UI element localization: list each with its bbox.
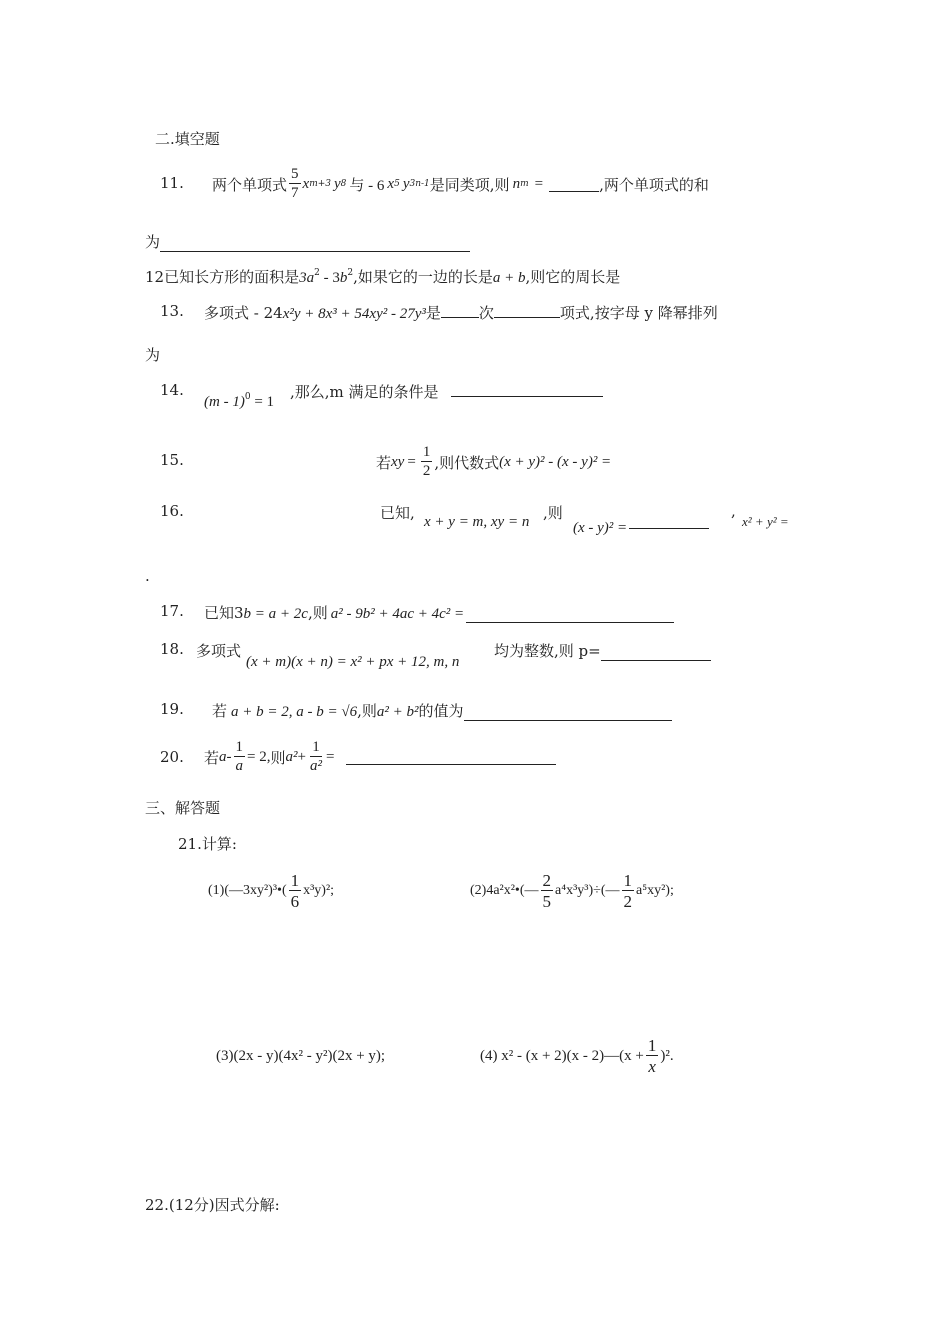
q20-frac2-den: a² <box>309 758 322 774</box>
q15-pre: 若 <box>376 453 392 472</box>
q11-pre: 两个单项式 <box>212 175 288 194</box>
q12-mid: ,如果它的一边的长是 <box>353 268 493 286</box>
q22-heading: 22.(12分)因式分解: <box>145 1196 280 1214</box>
q11-exp2: 8 <box>340 179 347 189</box>
q20-eq2: = <box>325 748 335 765</box>
q19-pre: 若 <box>212 702 228 720</box>
q13-degree-blank[interactable] <box>441 303 479 318</box>
q15-frac-den: 2 <box>422 463 431 479</box>
q18-number: 18. <box>160 640 184 658</box>
q13-line <box>204 302 718 323</box>
q20-number: 20. <box>160 748 184 766</box>
q21-p2-frac2-den: 2 <box>623 892 632 911</box>
q20-a2: a² <box>285 748 298 765</box>
q20-plus: + <box>297 748 306 765</box>
q11-answer-blank[interactable] <box>549 177 599 192</box>
q13-pre: 多项式 - 24 <box>204 304 283 322</box>
q14-eq: = 1 <box>250 394 275 410</box>
q17-cond: b = a + 2c <box>243 606 308 622</box>
q19-answer-blank[interactable] <box>464 706 672 721</box>
q18-post: 均为整数,则 p= <box>494 642 601 660</box>
q11-eq: = <box>534 175 544 192</box>
q15-mid: ,则代数式 <box>434 453 500 472</box>
section-heading-fill-blank: 二.填空题 <box>155 130 220 148</box>
q11-line2 <box>145 231 470 252</box>
q11-frac-den: 7 <box>291 185 299 201</box>
q11-y: y <box>334 175 341 192</box>
q16-cond-text: x + y = m, xy = n <box>424 514 530 530</box>
q19-expr: a² + b² <box>376 704 419 720</box>
q19-cond: a + b = 2, a - b = √6 <box>231 704 358 720</box>
q15-expr: (x + y)² - (x - y)² = <box>499 453 612 470</box>
q21-p3: (3)(2x - y)(4x² - y²)(2x + y); <box>216 1047 386 1064</box>
q14-post: ,那么,m 满足的条件是 <box>290 383 439 401</box>
q17-number: 17. <box>160 602 184 620</box>
q12-post: ,则它的周长是 <box>525 268 621 286</box>
q20-answer-blank[interactable] <box>346 750 556 765</box>
q11-x2: x <box>387 175 395 192</box>
q12-minus: - 3 <box>319 270 340 286</box>
q21-p1-pre: (1)(—3xy²)³•( <box>208 883 287 898</box>
q12-exp1: 2 <box>314 268 320 278</box>
q18-post-group <box>494 640 711 661</box>
q21-p1-frac-den: 6 <box>290 892 300 911</box>
q11-n: n <box>512 175 521 192</box>
q11-y2: y <box>402 175 410 192</box>
q16-pre: 已知, <box>380 504 415 522</box>
q21-title: 21.计算: <box>178 835 237 853</box>
q20-eq1: = 2, <box>247 748 271 765</box>
q20-fraction2 <box>308 740 324 774</box>
q21-p1-fraction <box>289 872 302 910</box>
q11-sum-blank[interactable] <box>160 237 470 252</box>
q12-expr2: b <box>339 270 348 286</box>
q13-poly: x²y + 8x³ + 54xy² - 27y³ <box>282 306 426 322</box>
q11-x: x <box>302 175 310 192</box>
q14-answer-blank[interactable] <box>451 382 603 397</box>
q20-a: a <box>219 748 227 765</box>
q15-line <box>376 440 611 484</box>
q21-p2-frac2-num: 1 <box>623 871 632 890</box>
q20-pre: 若 <box>204 748 220 767</box>
q21-part4 <box>480 1030 674 1082</box>
q21-p2-fraction1 <box>541 872 554 910</box>
q21-part3 <box>216 1036 385 1076</box>
q11-exp5: m <box>520 179 529 189</box>
q14-number: 14. <box>160 381 184 399</box>
q16-expr2-group <box>742 514 789 530</box>
q16-expr1: (x - y)² = <box>573 520 628 536</box>
q19-post: 的值为 <box>418 702 464 720</box>
q14-exp: 0 <box>244 392 251 402</box>
q21-p4-pre: (4) x² - (x + 2)(x - 2)—(x + <box>480 1047 644 1064</box>
q12-exp2: 2 <box>347 268 354 278</box>
q13-mid1: 是 <box>425 304 441 322</box>
q18-answer-blank[interactable] <box>601 646 711 661</box>
q13-mid3: 项式,按字母 y 降幂排列 <box>559 304 718 322</box>
q20-fraction1 <box>234 740 246 774</box>
q20-line <box>204 735 556 779</box>
q20-frac2-num: 1 <box>312 739 320 755</box>
q21-p4-frac-num: 1 <box>647 1036 657 1055</box>
q21-p2-fraction2 <box>622 872 635 910</box>
q19-number: 19. <box>160 700 184 718</box>
q20-frac1-num: 1 <box>235 739 244 755</box>
q11-frac-num: 5 <box>291 166 299 182</box>
q16-line2: . <box>145 567 150 585</box>
q14-post-group <box>290 381 603 402</box>
q16-expr2: x² + y² = <box>742 514 789 529</box>
q14-expr-group <box>204 392 274 411</box>
q16-cond <box>424 512 529 531</box>
q21-p4-fraction <box>646 1037 659 1075</box>
q19-line <box>212 700 672 721</box>
q17-pre: 已知3 <box>204 604 244 622</box>
q21-p4-frac-den: x <box>648 1057 656 1076</box>
q21-part1 <box>208 866 334 916</box>
q15-xy: xy <box>391 453 405 470</box>
q13-terms-blank[interactable] <box>494 303 560 318</box>
q18-expr: (x + m)(x + n) = x² + px + 12, m, n <box>246 654 460 670</box>
q11-mid: 与 - 6 <box>349 177 385 194</box>
q16-answer1-blank[interactable] <box>629 514 709 529</box>
q13-number: 13. <box>160 302 184 320</box>
q11-post: 是同类项,则 <box>429 175 510 194</box>
q21-p2-post: a⁵xy²); <box>636 883 674 898</box>
q21-p1-frac-num: 1 <box>290 871 300 890</box>
q20-mid: 则 <box>270 748 286 767</box>
q14-expr: (m - 1) <box>204 394 245 410</box>
q21-p2-mid: a⁴x³y³)÷(— <box>555 883 620 898</box>
q11-line <box>212 164 709 204</box>
q17-line <box>204 602 674 623</box>
q16-number: 16. <box>160 502 184 520</box>
q11-exp3: 5 <box>394 179 400 189</box>
q20-minus: - <box>226 748 232 765</box>
q11-tail: ,两个单项式的和 <box>599 175 709 194</box>
q21-p2-frac1-num: 2 <box>542 871 551 890</box>
q13-line2: 为 <box>145 346 161 364</box>
q17-mid: ,则 <box>307 604 328 622</box>
q12-pre: 12已知长方形的面积是 <box>145 268 300 286</box>
q11-fraction <box>289 167 301 201</box>
q15-fraction <box>421 445 433 479</box>
q16-comma: , <box>731 502 736 520</box>
q11-line2-label: 为 <box>145 233 161 251</box>
q17-answer-blank[interactable] <box>466 608 674 623</box>
q21-p4-post: )². <box>660 1047 674 1064</box>
q18-expr-group <box>246 652 459 671</box>
q11-number: 11. <box>160 174 184 192</box>
q19-mid: ,则 <box>357 702 377 720</box>
q18-pre: 多项式 <box>196 642 242 660</box>
q12-line <box>145 266 620 287</box>
q15-eq: = <box>407 453 416 470</box>
q20-frac1-den: a <box>235 758 244 774</box>
q12-expr3: a + b <box>492 270 526 286</box>
q16-expr1-group <box>573 514 709 537</box>
q15-frac-num: 1 <box>422 444 431 460</box>
q12-expr1: 3a <box>299 270 315 286</box>
q11-exp1: m+3 <box>309 179 331 189</box>
q16-mid: ,则 <box>543 504 563 522</box>
q21-p2-frac1-den: 5 <box>542 892 551 911</box>
q21-part2 <box>470 866 674 916</box>
q15-number: 15. <box>160 451 184 469</box>
q11-exp4: 3n-1 <box>409 179 430 189</box>
q13-mid2: 次 <box>478 304 494 322</box>
q21-p2-pre: (2)4a²x²•(— <box>470 883 539 898</box>
q21-p1-post: x³y)²; <box>303 883 335 898</box>
section-heading-solve: 三、解答题 <box>145 799 221 817</box>
q17-expr: a² - 9b² + 4ac + 4c² = <box>330 606 465 622</box>
